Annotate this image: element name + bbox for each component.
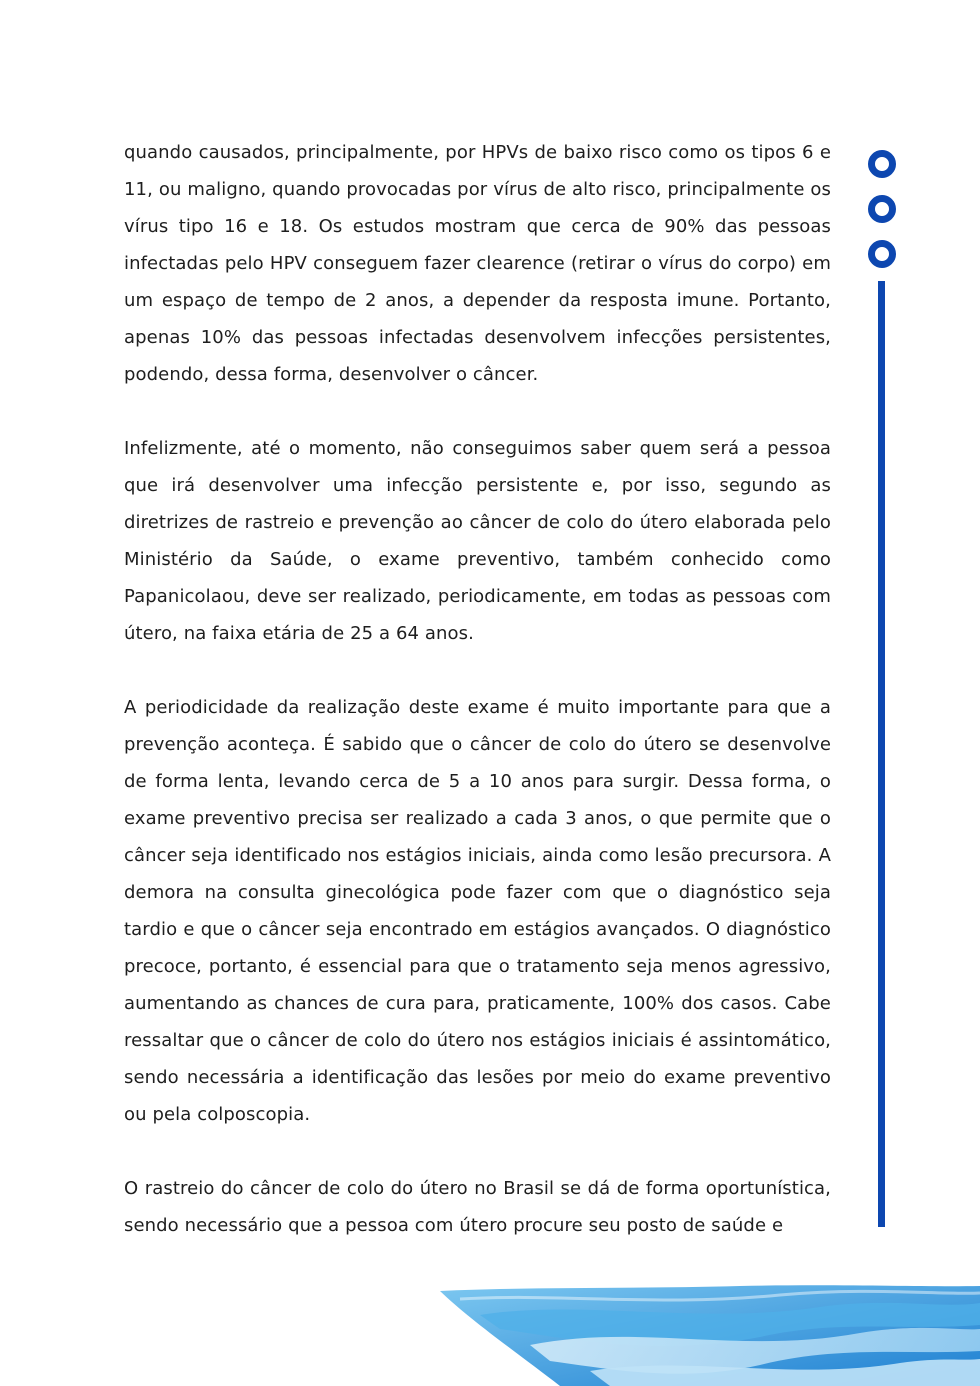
watercolor-wave-decoration: [440, 1285, 980, 1386]
document-body: [124, 134, 831, 1281]
decorative-vertical-bar: [878, 281, 885, 1227]
paragraph-2: Infelizmente, até o momento, não conseguimos saber quem será a pessoa que irá desenvolver uma infecção persistente e, por isso, segundo as diretrizes de rastreio e prevenção ao câncer de colo do útero elaborada pelo Ministério da Saúde, o exame preventivo, também conhecido como Papanicolaou, deve ser realizado, periodicamente, em todas as pessoas com útero, na faixa etária de 25 a 64 anos.: [124, 438, 831, 644]
decorative-ring-top: [868, 150, 896, 178]
paragraph-4: O rastreio do câncer de colo do útero no Brasil se dá de forma oportunística, sendo necessário que a pessoa com útero procure seu posto de saúde e: [124, 1178, 831, 1236]
paragraph-3: A periodicidade da realização deste exame é muito importante para que a prevenção aconteça. É sabido que o câncer de colo do útero se desenvolve de forma lenta, levando cerca de 5 a 10 anos para surgir. Dessa forma, o exame preventivo precisa ser realizado a cada 3 anos, o que permite que o câncer seja identificado nos estágios iniciais, ainda como lesão precursora. A demora na consulta ginecológica pode fazer com que o diagnóstico seja tardio e que o câncer seja encontrado em estágios avançados. O diagnóstico precoce, portanto, é essencial para que o tratamento seja menos agressivo, aumentando as chances de cura para, praticamente, 100% dos casos. Cabe ressaltar que o câncer de colo do útero nos estágios iniciais é assintomático, sendo necessária a identificação das lesões por meio do exame preventivo ou pela colposcopia.: [124, 697, 831, 1125]
decorative-ring-bottom: [868, 240, 896, 268]
paragraph-1: quando causados, principalmente, por HPVs de baixo risco como os tipos 6 e 11, ou maligno, quando provocadas por vírus de alto risco, principalmente os vírus tipo 16 e 18. Os estudos mostram que cerca de 90% das pessoas infectadas pelo HPV conseguem fazer clearence (retirar o vírus do corpo) em um espaço de tempo de 2 anos, a depender da resposta imune. Portanto, apenas 10% das pessoas infectadas desenvolvem infecções persistentes, podendo, dessa forma, desenvolver o câncer.: [124, 142, 831, 385]
decorative-ring-middle: [868, 195, 896, 223]
